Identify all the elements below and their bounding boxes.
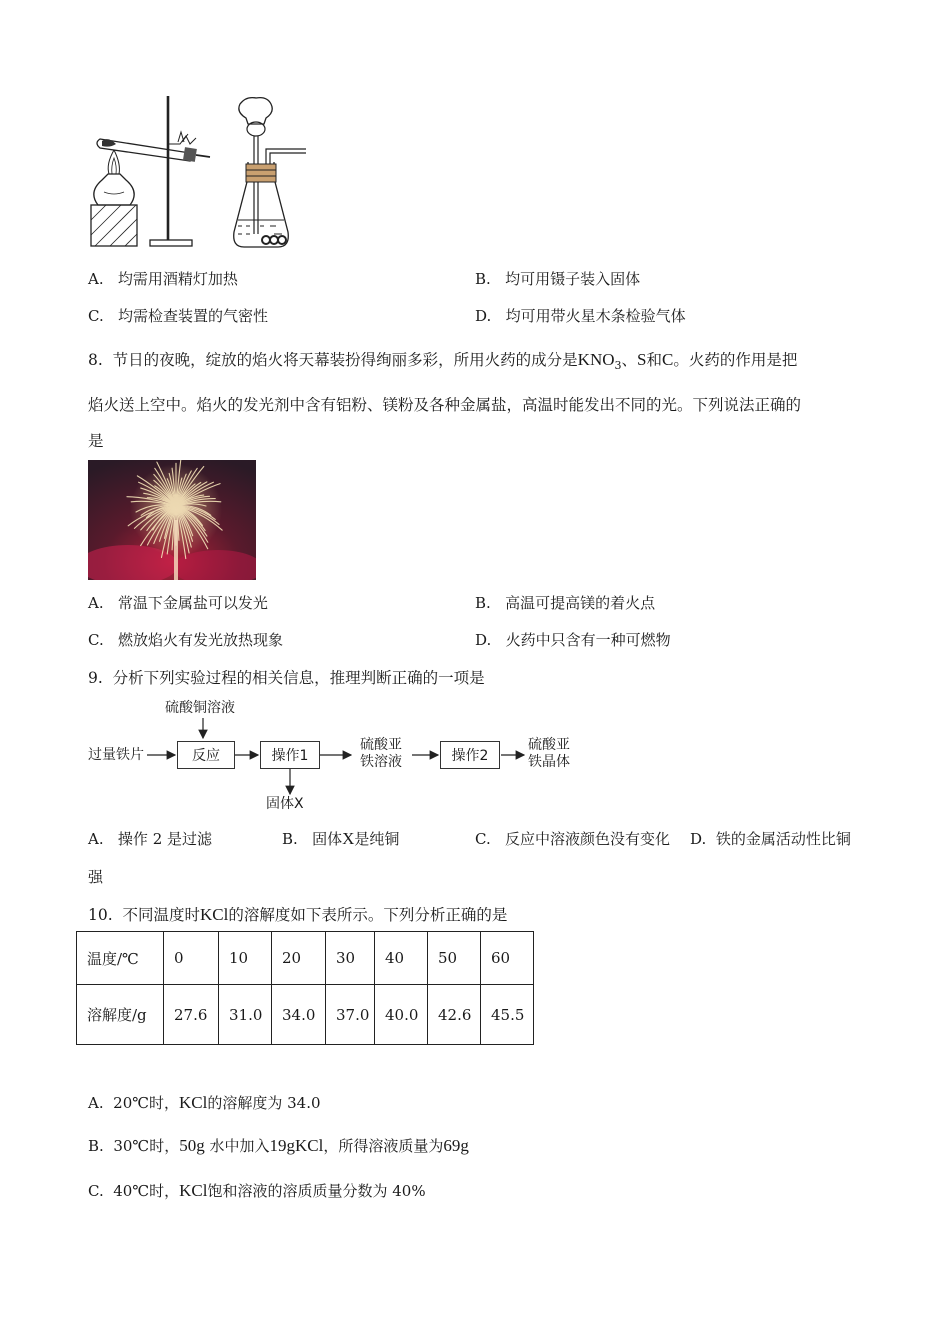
q10-stem-text-2: 的溶解度如下表所示。下列分析正确的是 [228,906,508,924]
option-letter: A. [88,594,104,612]
mass-50g: 50g [179,1136,205,1155]
table-cell: 27.6 [164,985,219,1045]
q9-stem [88,666,485,688]
option-letter: A. [88,1094,104,1112]
table-cell: 42.6 [428,985,481,1045]
formula-s: S [637,350,647,369]
option-text: 均可用镊子装入固体 [505,270,641,288]
option-text-2: 是纯铜 [354,830,400,848]
table-cell: 45.5 [481,985,534,1045]
q10-option-c[interactable] [88,1180,426,1201]
q8-stem-line2: 焰火送上空中。焰火的发光剂中含有铝粉、镁粉及各种金属盐，高温时能发出不同的光。下列说法正确的 [88,396,802,414]
q10-option-a[interactable] [88,1092,321,1113]
apparatus-figure [86,92,316,252]
table-cell: 40.0 [375,985,428,1045]
q9-option-d[interactable] [690,828,851,849]
table-cell: 34.0 [272,985,326,1045]
fireworks-photo [88,460,256,580]
q9-stem-text: 分析下列实验过程的相关信息，推理判断正确的一项是 [112,669,485,687]
reagent-label: 硫酸铜溶液 [165,700,235,716]
operation-1-box: 操作1 [260,741,320,769]
option-text: 操作 2 是过滤 [117,830,213,848]
solubility-table [76,931,534,1045]
conical-flask [234,98,306,247]
option-text: 固体 [312,830,343,848]
q8-option-a[interactable] [88,592,268,613]
table-row [77,932,534,985]
table-cell: 37.0 [326,985,375,1045]
option-text: 40℃时， [113,1182,180,1200]
option-letter: C. [88,1182,104,1200]
option-letter: C. [475,830,491,848]
ferrous-solution-line2: 铁溶液 [360,754,402,770]
q8-option-b[interactable] [475,592,655,613]
table-row [77,985,534,1045]
option-letter: B. [475,594,491,612]
q9-option-a[interactable] [88,828,212,849]
option-text-2: 的溶解度为 34.0 [207,1094,321,1112]
option-text: 高温可提高镁的着火点 [505,594,656,612]
q8-option-c[interactable] [88,629,283,650]
conjunction: 和 [646,351,663,369]
q8-stem-text: 节日的夜晚，绽放的焰火将天幕装扮得绚丽多彩，所用火药的成分是 [112,351,578,369]
question-number: 8. [88,351,103,369]
option-letter: A. [88,830,104,848]
start-label: 过量铁片 [88,747,144,763]
operation-2-box: 操作2 [440,741,500,769]
separator: 、 [621,351,638,369]
option-text: 燃放焰火有发光放热现象 [118,631,284,649]
table-cell: 50 [428,932,481,985]
q9-option-c[interactable] [475,828,670,849]
option-text: 铁的金属活动性比铜 [715,830,851,848]
alcohol-lamp [94,174,134,205]
option-text: 均需用酒精灯加热 [117,270,238,288]
option-letter: C. [88,307,104,325]
q7-option-c[interactable] [88,305,268,326]
ferrous-crystal-line1: 硫酸亚 [528,737,570,753]
formula-kcl: KCl [179,1181,208,1200]
table-cell: 30 [326,932,375,985]
ferrous-solution-line1: 硫酸亚 [360,737,402,753]
option-text: 均可用带火星木条检验气体 [505,307,686,325]
formula-kno3: KNO [577,350,615,369]
option-text: 常温下金属盐可以发光 [117,594,268,612]
q8-stem-line3: 是 [88,432,104,450]
option-text-2: 水中加入 [209,1137,270,1155]
q10-stem [88,903,507,925]
option-text: 火药中只含有一种可燃物 [505,631,671,649]
option-text: 20℃时， [113,1094,180,1112]
table-header-cell: 温度/℃ [77,932,164,985]
mass-69g: 69g [443,1136,469,1155]
question-number: 10. [88,906,113,924]
option-letter: B. [88,1137,104,1155]
q7-option-b[interactable] [475,268,640,289]
ferrous-crystal-line2: 铁晶体 [528,754,570,770]
question-number: 9. [88,669,103,687]
option-text: 30℃时， [113,1137,180,1155]
q7-option-d[interactable] [475,305,686,326]
table-header-cell: 溶解度/g [77,985,164,1045]
formula-kcl: KCl [179,1093,208,1112]
option-letter: D. [475,307,492,325]
option-letter: C. [88,631,104,649]
table-cell: 10 [219,932,272,985]
q10-option-b[interactable] [88,1135,469,1156]
q9-option-d-wrap: 强 [88,868,104,886]
option-text-3: ，所得溶液质量为 [323,1137,444,1155]
option-letter: B. [282,830,298,848]
q9-option-b[interactable] [282,828,399,849]
table-cell: 20 [272,932,326,985]
reaction-box: 反应 [177,741,235,769]
option-text: 均需检查装置的气密性 [118,307,269,325]
solid-x-label: 固体X [266,796,304,812]
q8-stem-text-2: 。火药的作用是把 [673,351,798,369]
option-letter: D. [475,631,492,649]
q8-stem-line1 [88,348,797,372]
q7-option-a[interactable] [88,268,238,289]
formula-subscript: 3 [614,359,622,373]
option-text: 反应中溶液颜色没有变化 [505,830,671,848]
formula-c: C [662,350,674,369]
mass-19g-kcl: 19gKCl [269,1136,324,1155]
q8-option-d[interactable] [475,629,671,650]
option-text-2: 饱和溶液的溶质质量分数为 40% [207,1182,426,1200]
table-cell: 31.0 [219,985,272,1045]
table-cell: 40 [375,932,428,985]
formula-kcl: KCl [200,905,229,924]
option-letter: D. [690,830,707,848]
q10-stem-text: 不同温度时 [122,906,201,924]
table-cell: 0 [164,932,219,985]
option-letter: A. [88,270,104,288]
symbol-x: X [342,829,355,848]
table-cell: 60 [481,932,534,985]
option-letter: B. [475,270,491,288]
